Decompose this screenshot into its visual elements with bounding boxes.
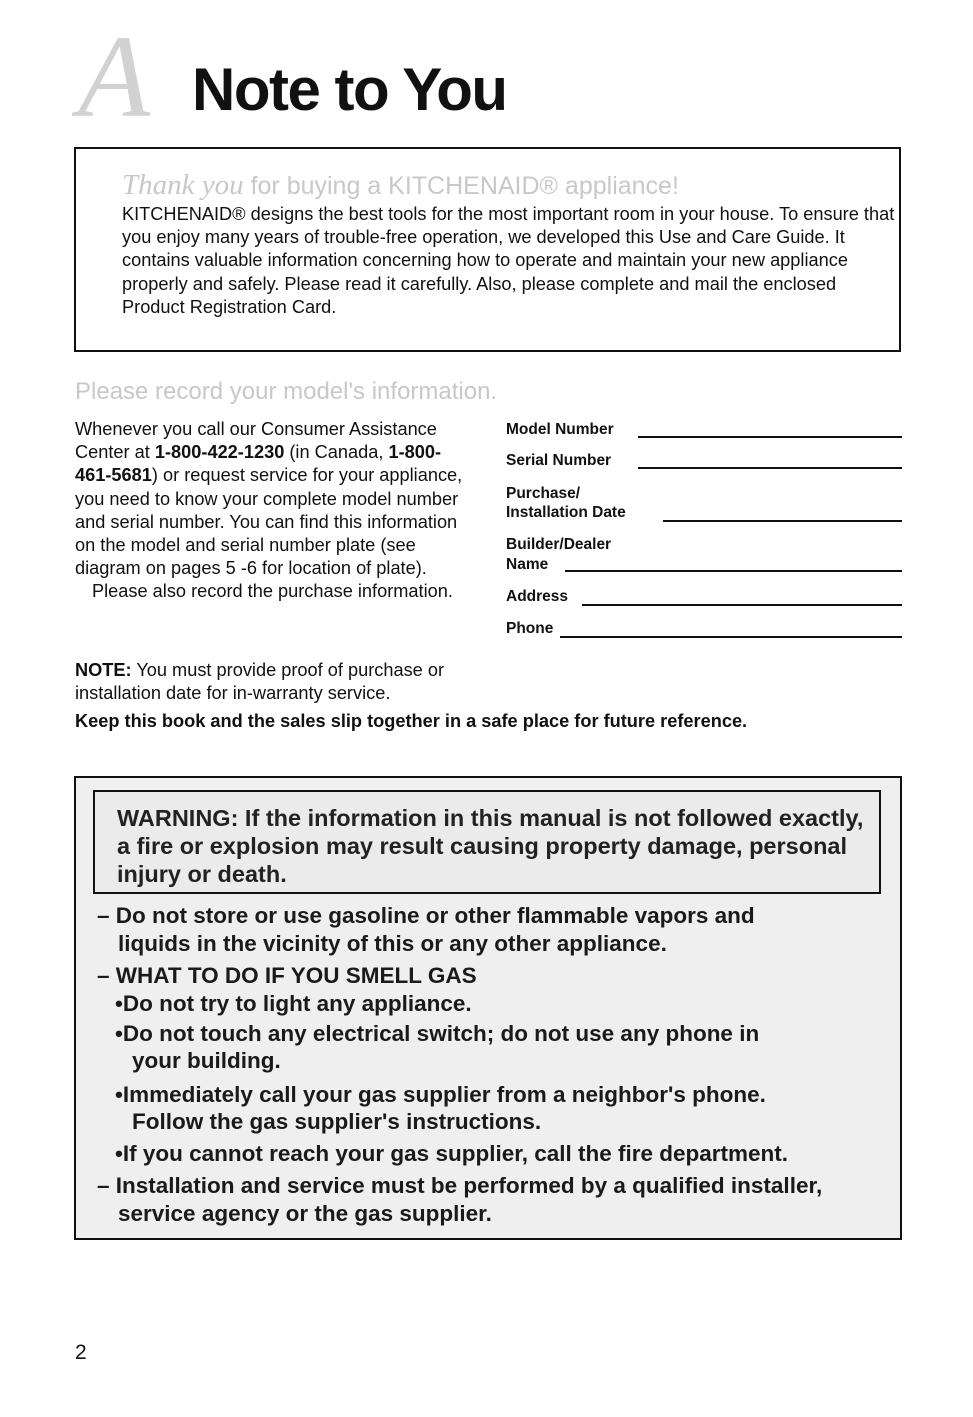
- page-number: 2: [75, 1341, 87, 1364]
- thank-you-script: Thank you: [122, 169, 244, 201]
- phone-us: 1-800-422-1230: [154, 442, 285, 463]
- record-paragraph-2: Please also record the purchase information.: [92, 581, 453, 602]
- thank-you-box: [74, 147, 901, 352]
- builder-label-line2: Name: [506, 556, 549, 573]
- warning-bullet-3a: •Immediately call your gas supplier from a neighbor's phone.: [115, 1082, 766, 1107]
- warning-line-3b: service agency or the gas supplier.: [118, 1201, 492, 1226]
- serial-number-line[interactable]: [638, 467, 902, 469]
- keep-book-notice: Keep this book and the sales slip together in a safe place for future reference.: [75, 711, 748, 731]
- warning-line-1a: – Do not store or use gasoline or other flammable vapors and: [97, 903, 755, 928]
- warning-bullet-2a: •Do not touch any electrical switch; do not use any phone in: [115, 1021, 760, 1046]
- builder-name-line[interactable]: [565, 570, 902, 572]
- purchase-date-line[interactable]: [663, 520, 902, 522]
- model-number-line[interactable]: [638, 436, 902, 438]
- serial-number-label: Serial Number: [506, 452, 612, 469]
- note-label: NOTE:: [75, 660, 132, 680]
- thank-you-body: KITCHENAID® designs the best tools for the most important room in your house. To ensure that you enjoy many years of trouble-free operation, we developed this Use and Care Guide. It contains valuable information concerning how to operate and maintain your new appliance properly and safely. Please read it carefully. Also, please complete and mail the enclosed Product Registration Card.: [122, 204, 895, 317]
- thank-you-heading: [122, 169, 679, 202]
- phone-label: Phone: [506, 620, 554, 637]
- builder-label-line1: Builder/Dealer: [506, 536, 612, 553]
- warning-line-3a: – Installation and service must be performed by a qualified installer,: [97, 1173, 823, 1198]
- warning-inner-box: [93, 790, 881, 894]
- address-line[interactable]: [582, 604, 902, 606]
- address-label: Address: [506, 588, 569, 605]
- note: [75, 659, 475, 705]
- purchase-label-line1: Purchase/: [506, 485, 581, 502]
- warning-line-2: – WHAT TO DO IF YOU SMELL GAS: [97, 963, 477, 988]
- thank-you-heading-rest: for buying a KITCHENAID® appliance!: [243, 172, 679, 200]
- record-text-c: ) or request service for your appliance, you need to know your complete model number and serial number. You can find this information on the model and serial number plate (see diagram on pages 5 -6 for location of plate).: [75, 465, 463, 579]
- record-text-a: Whenever you call our Consumer Assistance Center at: [75, 419, 437, 463]
- model-number-label: Model Number: [506, 421, 614, 438]
- warning-text: WARNING: If the information in this manual is not followed exactly, a fire or explosion may result causing property damage, personal injury or death.: [117, 805, 864, 887]
- warning-bullet-4: •If you cannot reach your gas supplier, call the fire department.: [115, 1141, 789, 1166]
- note-body: You must provide proof of purchase or installation date for in-warranty service.: [75, 660, 445, 704]
- record-heading: Please record your model's information.: [75, 378, 498, 405]
- record-instructions: [75, 418, 475, 604]
- record-paragraph-1: [75, 418, 475, 580]
- warning-line-1b: liquids in the vicinity of this or any other appliance.: [118, 931, 667, 956]
- title-initial: A: [78, 11, 151, 142]
- warning-bullet-1: •Do not try to light any appliance.: [115, 991, 472, 1016]
- warning-bullet-2b: your building.: [132, 1048, 281, 1073]
- warning-bullet-3b: Follow the gas supplier's instructions.: [132, 1109, 542, 1134]
- phone-canada: 1-800-461-5681: [75, 442, 442, 486]
- phone-line[interactable]: [560, 636, 902, 638]
- record-text-b: (in Canada,: [284, 442, 389, 463]
- purchase-label-line2: Installation Date: [506, 504, 626, 521]
- page-title: Note to You: [192, 56, 507, 123]
